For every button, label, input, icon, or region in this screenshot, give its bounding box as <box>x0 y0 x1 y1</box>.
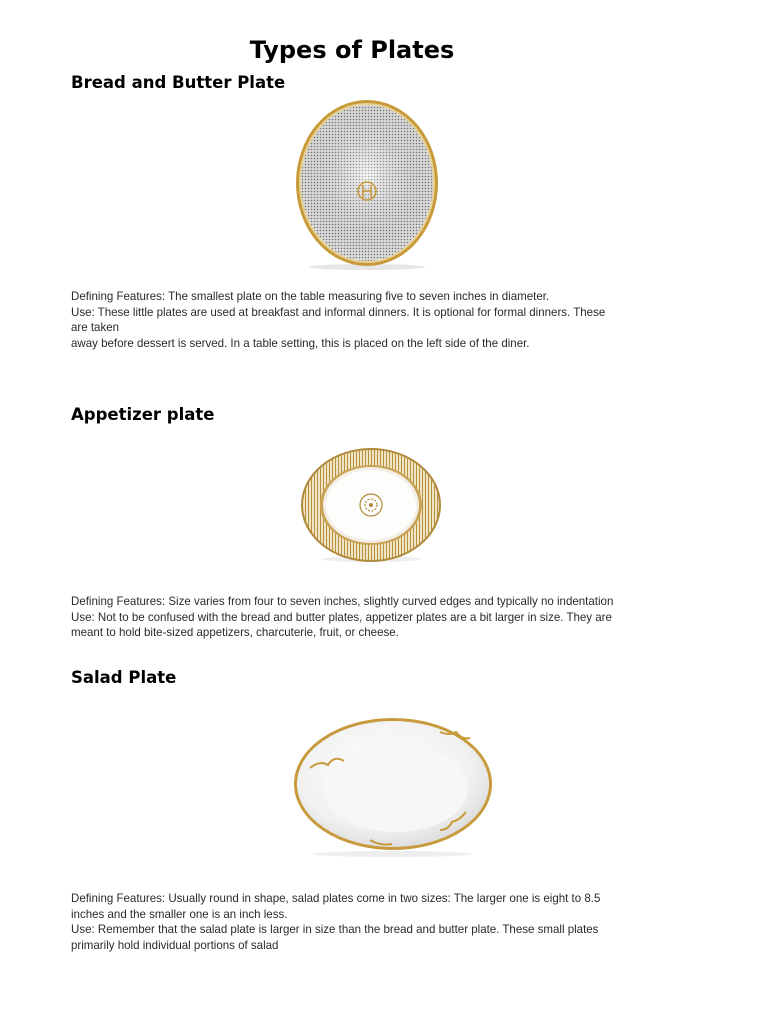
paragraph-line: Defining Features: The smallest plate on the table measuring five to seven inches in diameter. <box>71 289 550 303</box>
section-heading-salad: Salad Plate <box>71 668 177 687</box>
paragraph-line: Defining Features: Size varies from four to seven inches, slightly curved edges and typically no indentation <box>71 594 614 608</box>
paragraph-line: Use: These little plates are used at breakfast and informal dinners. It is optional for formal dinners. These <box>71 304 606 319</box>
paragraph-line: are taken <box>71 320 120 334</box>
appetizer-description <box>71 594 676 641</box>
paragraph-line: away before dessert is served. In a table setting, this is placed on the left side of the diner. <box>71 335 530 350</box>
paragraph-line: Defining Features: Usually round in shape, salad plates come in two sizes: The larger one is eight to 8.5 <box>71 891 601 905</box>
bread-and-butter-plate-image <box>244 97 488 277</box>
paragraph-line: inches and the smaller one is an inch less. <box>71 906 288 921</box>
appetizer-plate-image <box>299 445 443 565</box>
page-title: Types of Plates <box>249 36 455 64</box>
section-heading-appetizer: Appetizer plate <box>71 405 215 424</box>
section-heading-bread-and-butter: Bread and Butter Plate <box>71 73 286 92</box>
salad-plate-image <box>290 708 496 860</box>
bread-and-butter-description <box>71 289 676 351</box>
salad-description <box>71 891 676 953</box>
paragraph-line: primarily hold individual portions of salad <box>71 937 279 952</box>
paragraph-line: Use: Not to be confused with the bread and butter plates, appetizer plates are a bit larger in size. They are <box>71 609 612 624</box>
paragraph-line: meant to hold bite-sized appetizers, charcuterie, fruit, or cheese. <box>71 625 399 639</box>
paragraph-line: Use: Remember that the salad plate is larger in size than the bread and butter plate. These small plates <box>71 922 599 936</box>
